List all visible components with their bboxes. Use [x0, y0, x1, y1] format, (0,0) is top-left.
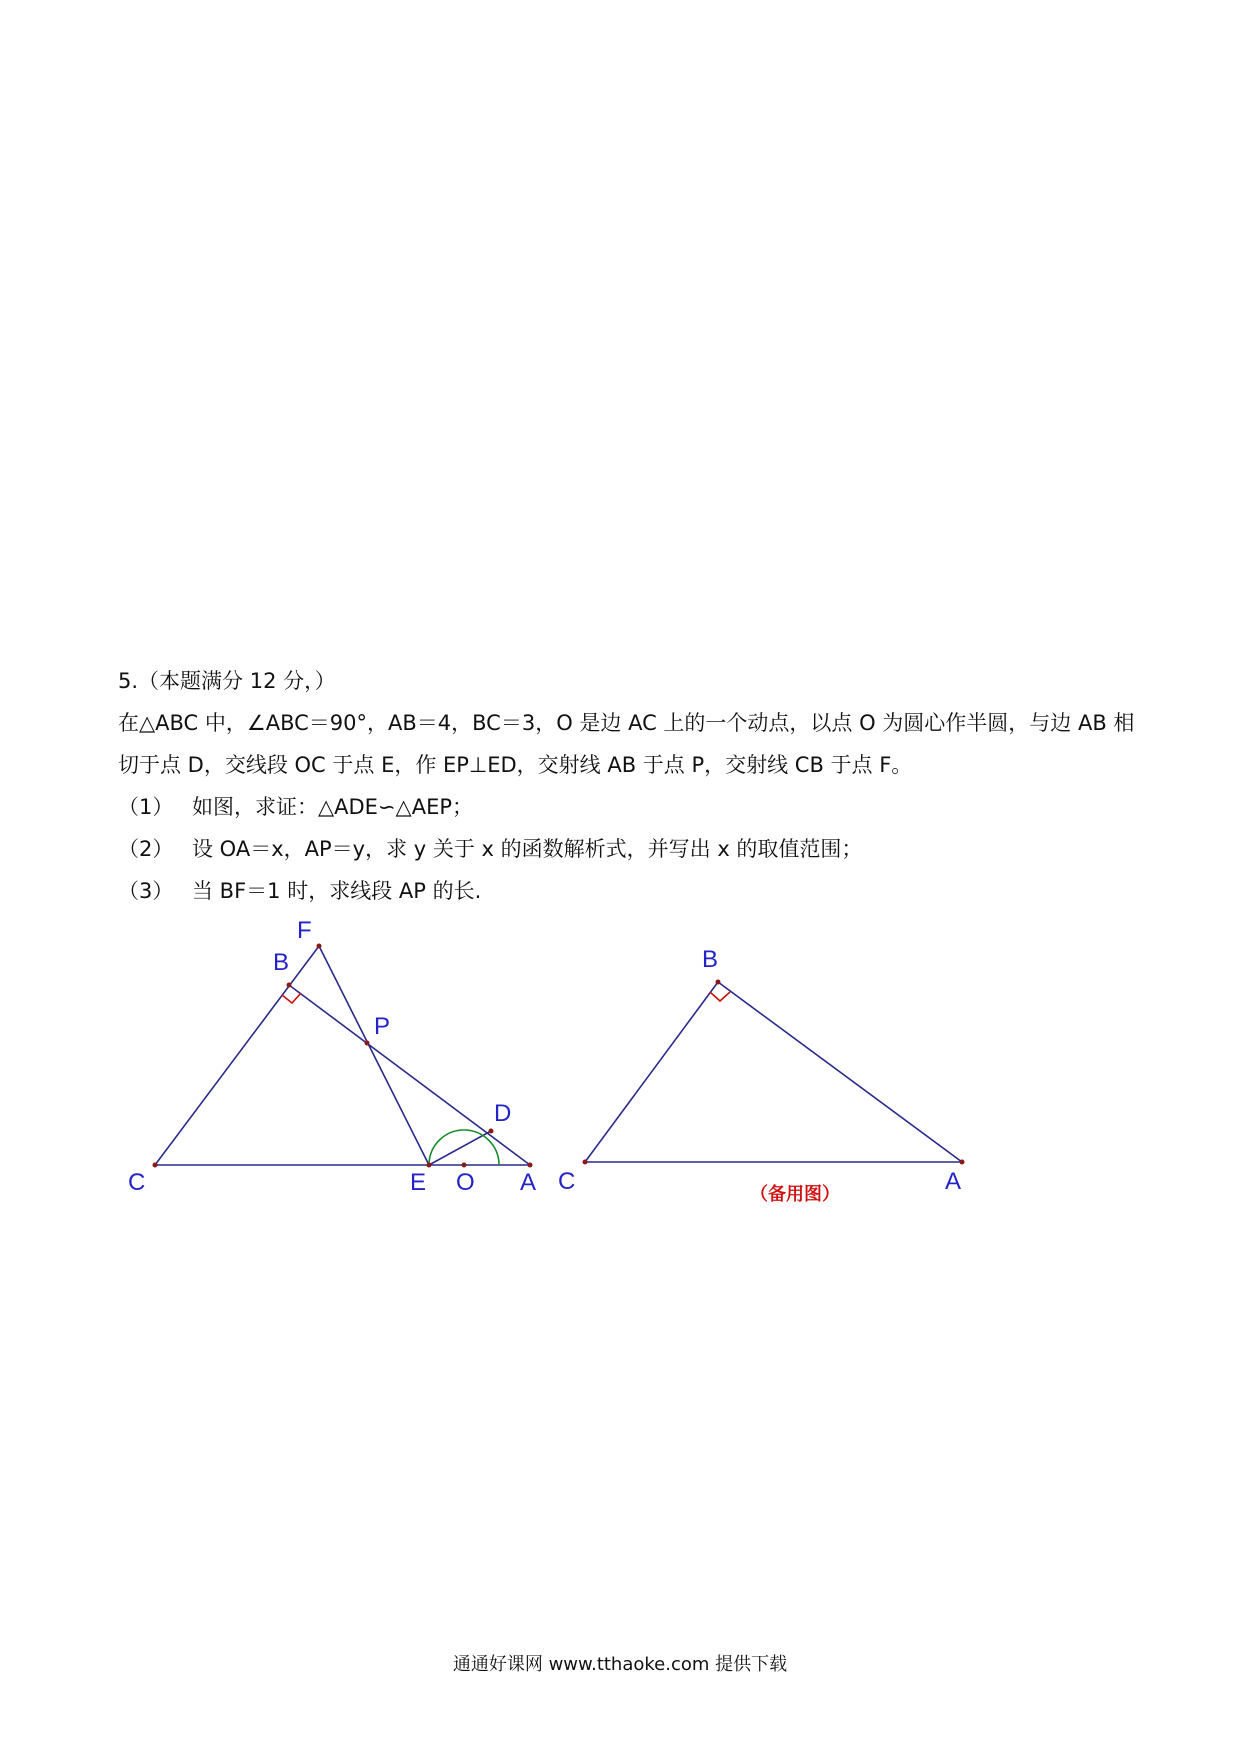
footer: 通通好课网 www.tthaoke.com 提供下载 — [452, 1654, 788, 1675]
segment-CF — [155, 946, 319, 1165]
point-E — [427, 1163, 432, 1168]
point-C-2 — [583, 1160, 588, 1165]
label-A: A — [520, 1169, 537, 1196]
point-A-2 — [960, 1160, 965, 1165]
part-3-text: 当 BF＝1 时，求线段 AP 的长. — [192, 879, 482, 903]
point-C — [153, 1163, 158, 1168]
segment-BA — [289, 985, 530, 1165]
label-C-2: C — [558, 1168, 576, 1195]
label-B-2: B — [702, 946, 719, 973]
label-F: F — [297, 917, 312, 944]
part-2-number: （2） — [118, 837, 174, 861]
point-A — [528, 1163, 533, 1168]
figure-main-labels — [128, 917, 536, 1196]
point-F — [317, 944, 322, 949]
segment-ED — [429, 1131, 491, 1165]
figure-main — [153, 944, 533, 1168]
point-B-2 — [716, 980, 721, 985]
spare-figure-caption: （备用图） — [750, 1184, 840, 1205]
label-C: C — [128, 1169, 146, 1196]
point-B — [287, 983, 292, 988]
part-1-text: 如图，求证：△ADE∽△AEP； — [192, 795, 473, 819]
part-2-text: 设 OA＝x，AP＝y，求 y 关于 x 的函数解析式，并写出 x 的取值范围； — [192, 837, 863, 861]
label-P: P — [374, 1013, 391, 1040]
label-A-2: A — [945, 1168, 962, 1195]
label-O: O — [456, 1169, 475, 1196]
part-1-number: （1） — [118, 795, 174, 819]
label-D: D — [494, 1100, 512, 1127]
point-O — [462, 1163, 467, 1168]
figure-spare-labels — [558, 946, 961, 1205]
segment-CB-2 — [585, 982, 718, 1162]
label-E: E — [410, 1169, 427, 1196]
point-D — [489, 1129, 494, 1134]
problem-statement-1: 在△ABC 中，∠ABC＝90°，AB＝4，BC＝3，O 是边 AC 上的一个动点，以点 O 为圆心作半圆，与边 AB 相 — [118, 711, 1135, 735]
point-P — [365, 1041, 370, 1046]
figure-spare — [583, 980, 965, 1165]
right-angle-mark-B — [282, 993, 301, 1003]
segment-FE — [319, 946, 429, 1165]
problem-statement-2: 切于点 D，交线段 OC 于点 E，作 EP⊥ED，交射线 AB 于点 P，交射线 CB 于点 F。 — [118, 753, 913, 777]
part-3-number: （3） — [118, 879, 174, 903]
segment-BA-2 — [718, 982, 962, 1162]
point-dots-2 — [583, 980, 965, 1165]
point-dots — [153, 944, 533, 1168]
problem-heading: 5.（本题满分 12 分，） — [118, 669, 336, 693]
label-B: B — [273, 949, 290, 976]
right-angle-mark-B-2 — [710, 992, 730, 1001]
